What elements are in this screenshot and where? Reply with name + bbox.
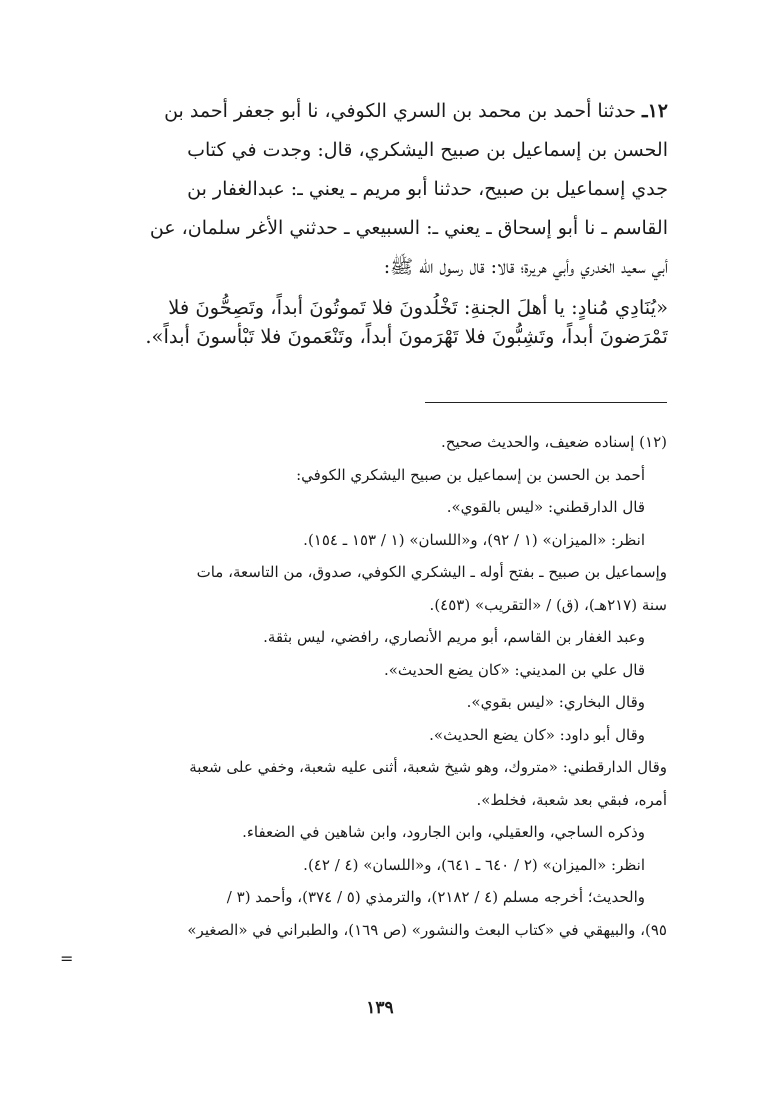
footnote-line: وقال أبو داود: «كان يضع الحديث». (429, 725, 645, 744)
footnote-line: وإسماعيل بن صبيح ـ بفتح أوله ـ اليشكري الكوفي، صدوق، من التاسعة، مات (196, 563, 667, 581)
footnote-line: وعبد الغفار بن القاسم، أبو مريم الأنصاري، رافضي، ليس بثقة. (263, 628, 645, 646)
footnote-divider (425, 402, 667, 403)
footnote-line: وقال الدارقطني: «متروك، وهو شيخ شعبة، أثنى عليه شعبة، وخفي على شعبة (189, 758, 667, 776)
footnote-line: سنة (٢١٧هـ)، (ق) / «التقريب» (٤٥٣). (429, 595, 667, 614)
hadith-line-4: القاسم ـ نا أبو إسحاق ـ يعني ـ: السبيعي ـ حدثني الأغر سلمان، عن (149, 217, 668, 239)
hadith-line-1-text: حدثنا أحمد بن محمد بن السري الكوفي، نا أبو جعفر أحمد بن (164, 100, 636, 122)
hadith-quote-line-2: تَمْرَضونَ أبداً، وتَشِبُّونَ فلا تَهْرَمونَ أبداً، وتَنْعَمونَ فلا تَبْأَسونَ أبداً». (145, 325, 668, 348)
footnote-line: انظر: «الميزان» (٢ / ٦٤٠ ـ ٦٤١)، و«اللسان» (٤ / ٤٢). (303, 855, 645, 874)
footnote-line: أمره، فبقي بعد شعبة، فخلط». (476, 790, 667, 809)
footnotes (90, 426, 667, 946)
hadith-number: ١٢ـ (642, 100, 668, 122)
footnote-line: والحديث؛ أخرجه مسلم (٤ / ٢١٨٢)، والترمذي (٥ / ٣٧٤)، وأحمد (٣ / (226, 888, 645, 906)
hadith-text (88, 92, 668, 351)
hadith-quote-line-1: «يُنَادِي مُنادٍ: يا أهلَ الجنةِ: تَخْلُدونَ فلا تَموتُونَ أبداً، وتَصِحُّونَ فلا (168, 296, 668, 319)
footnote-line: انظر: «الميزان» (١ / ٩٢)، و«اللسان» (١ / ١٥٣ ـ ١٥٤). (303, 530, 645, 549)
hadith-line-1 (88, 92, 668, 131)
footnote-line: أحمد بن الحسن بن إسماعيل بن صبيح اليشكري الكوفي: (296, 465, 645, 484)
hadith-line-2: الحسن بن إسماعيل بن صبيح اليشكري، قال: وجدت في كتاب (187, 139, 668, 161)
footnote-line: وذكره الساجي، والعقيلي، وابن الجارود، وابن شاهين في الضعفاء. (242, 823, 645, 841)
footnote-line: وقال البخاري: «ليس بقوي». (466, 693, 645, 711)
hadith-line-5: أبي سعيد الخدري وأبي هريرة؛ قالا: قال رسول الله ﷺ: (383, 256, 668, 278)
footnote-line: قال علي بن المديني: «كان يضع الحديث». (383, 660, 645, 679)
hadith-line-3: جدي إسماعيل بن صبيح، حدثنا أبو مريم ـ يعني ـ: عبدالغفار بن (187, 178, 668, 200)
footnote-line: ٩٥)، والبيهقي في «كتاب البعث والنشور» (ص ١٦٩)، والطبراني في «الصغير» (187, 920, 667, 939)
footnote-line: (١٢) إسناده ضعيف، والحديث صحيح. (441, 433, 667, 451)
page-number: ١٣٩ (366, 998, 394, 1018)
continuation-mark: = (60, 949, 74, 968)
footnote-line: قال الدارقطني: «ليس بالقوي». (446, 498, 645, 516)
